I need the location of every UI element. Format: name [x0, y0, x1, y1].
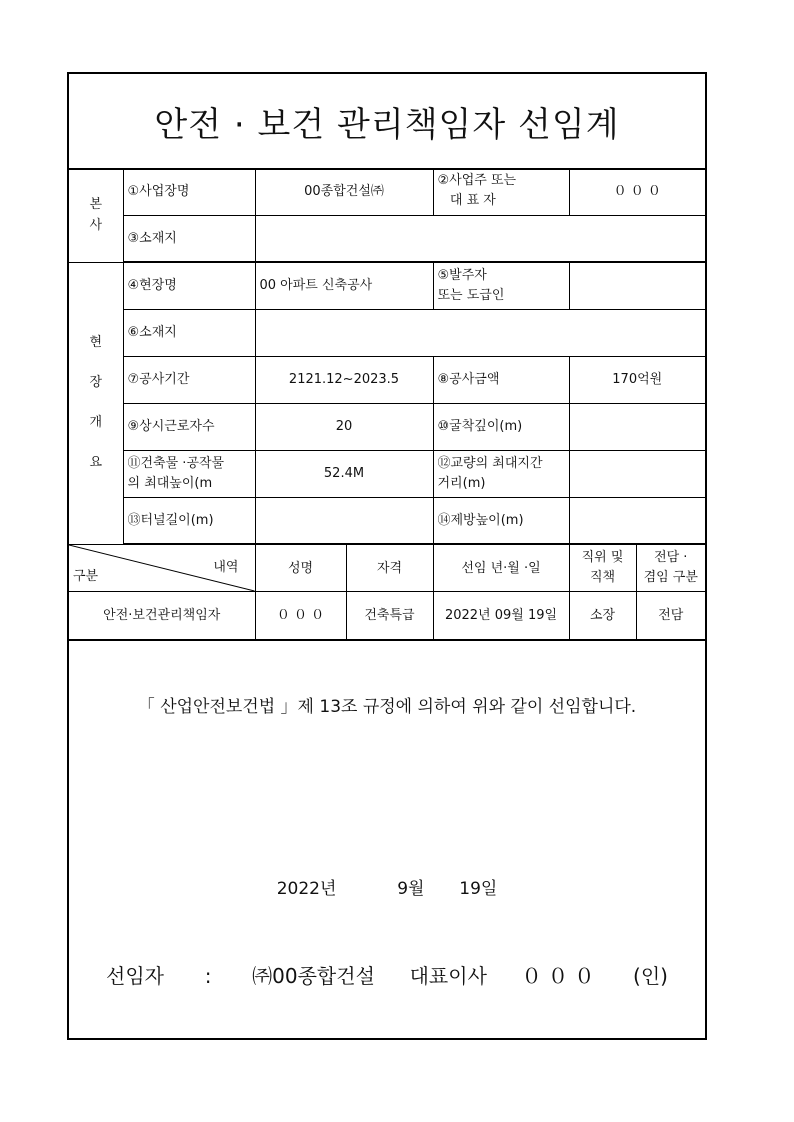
declaration-date: [69, 874, 705, 899]
signer-line: [69, 960, 705, 989]
date-day: 19일: [459, 879, 498, 899]
workers-label: ⑨상시근로자수: [123, 403, 255, 450]
owner-label: ②사업주 또는 대 표 자: [433, 168, 569, 215]
form-frame: [67, 72, 707, 1040]
signer-name: ０ ０ ０: [521, 964, 595, 988]
row-type: 전담: [636, 592, 705, 641]
business-name-label: ①사업장명: [123, 168, 255, 215]
height-label: ⑪건축물 ·공작물 의 최대높이(m: [123, 450, 255, 497]
site-name-value: 00 아파트 신축공사: [255, 262, 433, 309]
signer-title: 대표이사: [409, 964, 487, 988]
tunnel-label: ⑬터널길이(m): [123, 497, 255, 544]
header-name: 성명: [256, 545, 347, 591]
signer-company: ㈜00종합건설: [252, 964, 375, 988]
period-value: 2121.12~2023.5: [255, 356, 433, 403]
site-name-label: ④현장명: [123, 262, 255, 309]
bridge-value: [569, 450, 705, 497]
hq-address-label: ③소재지: [123, 215, 255, 262]
client-label: ⑤발주자 또는 도급인: [433, 262, 569, 309]
hq-address-value: [255, 215, 705, 262]
levee-value: [569, 497, 705, 544]
site-address-label: ⑥소재지: [123, 309, 255, 356]
header-detail: 내역: [213, 560, 239, 575]
name-qual-header: [255, 544, 433, 592]
date-month: 9월: [397, 879, 425, 899]
signer-label: 선임자: [106, 964, 164, 988]
client-value: [569, 262, 705, 309]
row-date: 2022년 09월 19일: [433, 592, 569, 641]
header-position: 직위 및 직책: [569, 544, 636, 592]
bridge-label: ⑫교량의 최대지간 거리(m): [433, 450, 569, 497]
form-title: 안전 · 보건 관리책임자 선임계: [69, 74, 705, 170]
signer-colon: :: [204, 964, 212, 988]
business-name-value: 00종합건설㈜: [255, 168, 433, 215]
site-section-label: 현 장 개 요: [69, 262, 123, 544]
excavation-value: [569, 403, 705, 450]
header-qualification: 자격: [376, 560, 403, 576]
tunnel-value: [255, 497, 433, 544]
row-name: ０ ０ ０: [256, 592, 347, 639]
form-table: [69, 168, 705, 641]
amount-label: ⑧공사금액: [433, 356, 569, 403]
site-address-value: [255, 309, 705, 356]
owner-value: ０ ０ ０: [569, 168, 705, 215]
header-category: 구분: [73, 569, 99, 584]
levee-label: ⑭제방높이(m): [433, 497, 569, 544]
statement-text: 「 산업안전보건법 」제 13조 규정에 의하여 위와 같이 선임합니다.: [137, 697, 637, 717]
header-type: 전담 · 겸임 구분: [636, 544, 705, 592]
amount-value: 170억원: [569, 356, 705, 403]
name-qual-row: [255, 592, 433, 641]
header-date: 선임 년·월 ·일: [433, 544, 569, 592]
workers-value: 20: [255, 403, 433, 450]
period-label: ⑦공사기간: [123, 356, 255, 403]
signer-seal: (인): [633, 964, 668, 988]
height-value: 52.4M: [255, 450, 433, 497]
row-qualification: 건축특급: [364, 608, 415, 623]
row-category: 안전·보건관리책임자: [69, 592, 255, 641]
hq-section-label: 본 사: [69, 168, 123, 262]
excavation-label: ⑩굴착깊이(m): [433, 403, 569, 450]
row-position: 소장: [569, 592, 636, 641]
date-year: 2022년: [276, 879, 337, 899]
category-detail-header: [69, 544, 255, 592]
